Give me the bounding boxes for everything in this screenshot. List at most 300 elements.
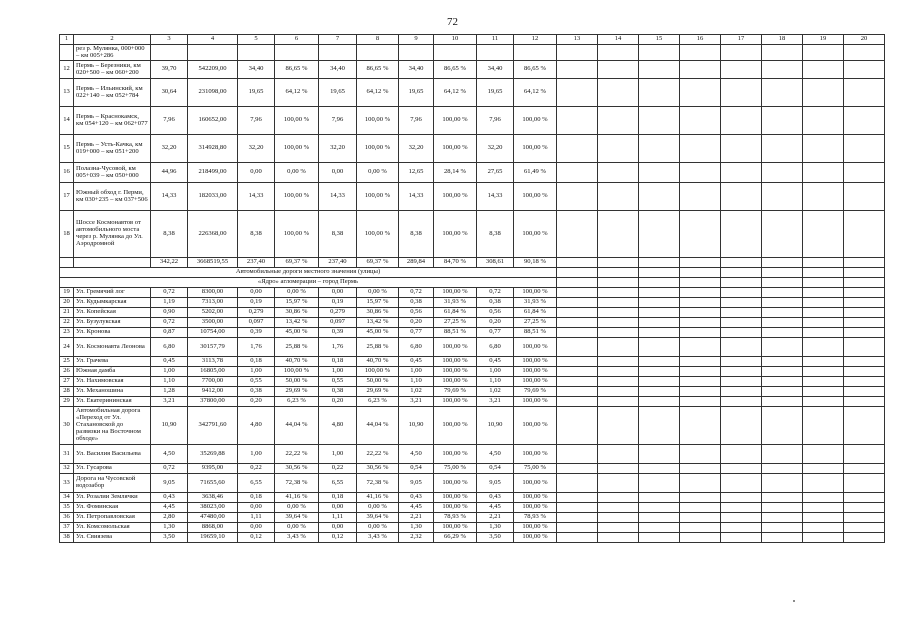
empty-cell xyxy=(844,513,885,523)
empty-cell xyxy=(639,288,680,298)
empty-cell xyxy=(844,533,885,543)
empty-cell xyxy=(639,357,680,367)
value-cell: 0,43 xyxy=(477,493,514,503)
subsection-row xyxy=(60,278,885,288)
empty-cell xyxy=(762,464,803,474)
value-cell: 31,93 % xyxy=(434,298,477,308)
table-row xyxy=(60,61,885,79)
empty-cell xyxy=(557,328,598,338)
total-value-cell: 237,40 xyxy=(319,258,357,268)
empty-cell xyxy=(721,328,762,338)
value-cell: 19659,10 xyxy=(188,533,238,543)
value-cell: 0,22 xyxy=(238,464,275,474)
value-cell: 35269,88 xyxy=(188,445,238,464)
empty-cell xyxy=(803,357,844,367)
row-number-cell: 30 xyxy=(60,407,74,445)
row-number-cell: 35 xyxy=(60,503,74,513)
empty-cell xyxy=(680,211,721,258)
empty-cell xyxy=(639,464,680,474)
total-value-cell: 342,22 xyxy=(151,258,188,268)
empty-cell xyxy=(844,367,885,377)
empty-cell xyxy=(680,328,721,338)
empty-cell xyxy=(598,503,639,513)
empty-cell xyxy=(803,445,844,464)
value-cell: 0,00 xyxy=(319,523,357,533)
value-cell: 34,40 xyxy=(319,61,357,79)
empty-cell xyxy=(762,387,803,397)
empty-cell xyxy=(844,278,885,288)
empty-cell xyxy=(721,445,762,464)
value-cell: 6,55 xyxy=(319,474,357,493)
road-name-cell: Пермь – Березники, км 020+500 – км 060+200 xyxy=(74,61,151,79)
value-cell: 0,097 xyxy=(319,318,357,328)
table-row xyxy=(60,45,885,61)
empty-cell xyxy=(557,503,598,513)
empty-cell xyxy=(762,268,803,278)
empty-cell xyxy=(639,328,680,338)
value-cell: 0,00 % xyxy=(275,163,319,183)
empty-cell xyxy=(844,288,885,298)
value-cell: 22,22 % xyxy=(275,445,319,464)
value-cell: 6,23 % xyxy=(357,397,399,407)
value-cell: 4,45 xyxy=(399,503,434,513)
value-cell: 25,88 % xyxy=(275,338,319,357)
value-cell: 3113,78 xyxy=(188,357,238,367)
value-cell: 0,19 xyxy=(238,298,275,308)
value-cell: 0,19 xyxy=(319,298,357,308)
empty-cell xyxy=(680,183,721,211)
value-cell: 6,80 xyxy=(399,338,434,357)
road-name-cell: Полазна-Чусовой, км 005+039 – км 050+000 xyxy=(74,163,151,183)
empty-cell xyxy=(721,387,762,397)
empty-cell xyxy=(762,445,803,464)
empty-cell xyxy=(844,464,885,474)
value-cell: 0,00 % xyxy=(275,288,319,298)
table-row xyxy=(60,308,885,318)
empty-cell xyxy=(639,298,680,308)
empty-cell xyxy=(762,183,803,211)
road-name-cell: Ул. Космонавта Леонова xyxy=(74,338,151,357)
table-row xyxy=(60,523,885,533)
value-cell: 3,50 xyxy=(477,533,514,543)
value-cell xyxy=(151,45,188,61)
row-number-cell: 37 xyxy=(60,523,74,533)
value-cell: 1,28 xyxy=(151,387,188,397)
empty-cell xyxy=(721,278,762,288)
road-name-cell: Южный обход г. Перми, км 030+235 – км 037+506 xyxy=(74,183,151,211)
empty-cell xyxy=(762,79,803,107)
table-row xyxy=(60,328,885,338)
empty-cell xyxy=(680,407,721,445)
empty-cell xyxy=(762,328,803,338)
road-name-cell: Пермь – Усть-Качка, км 019+000 – км 051+200 xyxy=(74,135,151,163)
empty-cell xyxy=(844,107,885,135)
value-cell: 0,38 xyxy=(399,298,434,308)
value-cell: 542209,00 xyxy=(188,61,238,79)
row-number-cell: 23 xyxy=(60,328,74,338)
value-cell: 30,64 xyxy=(151,79,188,107)
value-cell: 78,93 % xyxy=(434,513,477,523)
table-row xyxy=(60,464,885,474)
empty-cell xyxy=(598,183,639,211)
table-row xyxy=(60,163,885,183)
value-cell: 0,72 xyxy=(151,288,188,298)
road-data-table xyxy=(59,34,885,543)
value-cell: 27,25 % xyxy=(434,318,477,328)
empty-cell xyxy=(803,318,844,328)
empty-cell xyxy=(557,318,598,328)
empty-cell xyxy=(680,308,721,318)
scan-dot xyxy=(793,600,795,602)
value-cell: 64,12 % xyxy=(514,79,557,107)
empty-cell xyxy=(803,163,844,183)
empty-cell xyxy=(803,464,844,474)
empty-cell xyxy=(803,288,844,298)
header-cell: 16 xyxy=(680,35,721,45)
value-cell: 0,00 % xyxy=(357,288,399,298)
value-cell: 7313,00 xyxy=(188,298,238,308)
value-cell: 100,00 % xyxy=(434,407,477,445)
table-row xyxy=(60,513,885,523)
empty-cell xyxy=(557,533,598,543)
row-number-cell: 17 xyxy=(60,183,74,211)
row-number-cell: 13 xyxy=(60,79,74,107)
value-cell: 28,14 % xyxy=(434,163,477,183)
value-cell: 1,19 xyxy=(151,298,188,308)
header-cell: 20 xyxy=(844,35,885,45)
value-cell: 8300,00 xyxy=(188,288,238,298)
value-cell: 0,00 % xyxy=(357,523,399,533)
header-cell: 2 xyxy=(74,35,151,45)
empty-cell xyxy=(803,338,844,357)
empty-cell xyxy=(557,338,598,357)
value-cell: 50,00 % xyxy=(357,377,399,387)
empty-cell xyxy=(803,407,844,445)
empty-cell xyxy=(598,493,639,503)
empty-cell xyxy=(721,61,762,79)
value-cell: 100,00 % xyxy=(434,183,477,211)
value-cell: 3638,46 xyxy=(188,493,238,503)
value-cell: 0,00 xyxy=(238,163,275,183)
value-cell: 4,45 xyxy=(477,503,514,513)
empty-cell xyxy=(639,278,680,288)
value-cell: 0,18 xyxy=(238,357,275,367)
empty-cell xyxy=(557,407,598,445)
header-cell: 12 xyxy=(514,35,557,45)
empty-cell xyxy=(721,493,762,503)
empty-cell xyxy=(639,268,680,278)
empty-cell xyxy=(721,503,762,513)
empty-cell xyxy=(680,298,721,308)
value-cell: 100,00 % xyxy=(434,135,477,163)
header-cell: 9 xyxy=(399,35,434,45)
value-cell: 27,25 % xyxy=(514,318,557,328)
value-cell: 2,32 xyxy=(399,533,434,543)
empty-cell xyxy=(639,377,680,387)
road-name-cell: Ул. Розалии Землячки xyxy=(74,493,151,503)
value-cell: 0,00 % xyxy=(357,503,399,513)
empty-cell xyxy=(639,493,680,503)
empty-cell xyxy=(803,298,844,308)
value-cell: 7,96 xyxy=(151,107,188,135)
empty-cell xyxy=(680,107,721,135)
empty-cell xyxy=(639,45,680,61)
value-cell: 8,38 xyxy=(399,211,434,258)
empty-cell xyxy=(680,377,721,387)
value-cell: 7,96 xyxy=(477,107,514,135)
empty-cell xyxy=(680,258,721,268)
value-cell: 0,90 xyxy=(151,308,188,318)
page-number: 72 xyxy=(447,16,458,28)
value-cell: 30157,79 xyxy=(188,338,238,357)
value-cell: 32,20 xyxy=(238,135,275,163)
empty-cell xyxy=(803,387,844,397)
value-cell: 41,16 % xyxy=(275,493,319,503)
value-cell xyxy=(434,45,477,61)
value-cell xyxy=(357,45,399,61)
value-cell: 0,00 xyxy=(319,503,357,513)
table-body xyxy=(60,35,885,543)
empty-cell xyxy=(680,318,721,328)
empty-cell xyxy=(639,503,680,513)
value-cell: 1,11 xyxy=(319,513,357,523)
empty-cell xyxy=(639,258,680,268)
value-cell: 0,38 xyxy=(477,298,514,308)
empty-cell xyxy=(762,163,803,183)
value-cell: 182033,00 xyxy=(188,183,238,211)
value-cell: 100,00 % xyxy=(434,397,477,407)
empty-cell xyxy=(803,278,844,288)
section-row xyxy=(60,268,885,278)
empty-cell xyxy=(557,367,598,377)
value-cell: 31,93 % xyxy=(514,298,557,308)
empty-cell xyxy=(844,163,885,183)
value-cell xyxy=(238,45,275,61)
road-name-cell: Пермь – Краснокамск, км 054+120 – км 062+077 xyxy=(74,107,151,135)
empty-cell xyxy=(803,61,844,79)
table-row xyxy=(60,298,885,308)
value-cell: 0,22 xyxy=(319,464,357,474)
value-cell: 4,50 xyxy=(151,445,188,464)
row-number-cell: 32 xyxy=(60,464,74,474)
value-cell: 0,18 xyxy=(319,493,357,503)
value-cell: 100,00 % xyxy=(434,503,477,513)
road-name-cell: Дорога на Чусовской водозабор xyxy=(74,474,151,493)
empty-cell xyxy=(639,533,680,543)
total-value-cell: 289,84 xyxy=(399,258,434,268)
value-cell xyxy=(275,45,319,61)
row-number-cell: 24 xyxy=(60,338,74,357)
value-cell: 0,55 xyxy=(238,377,275,387)
value-cell: 64,12 % xyxy=(275,79,319,107)
empty-cell xyxy=(844,308,885,318)
empty-cell xyxy=(762,298,803,308)
empty-cell xyxy=(762,135,803,163)
value-cell: 314928,80 xyxy=(188,135,238,163)
value-cell: 34,40 xyxy=(399,61,434,79)
empty-cell xyxy=(844,61,885,79)
row-number-cell: 26 xyxy=(60,367,74,377)
row-number-cell: 34 xyxy=(60,493,74,503)
total-value-cell: 84,70 % xyxy=(434,258,477,268)
empty-cell xyxy=(598,328,639,338)
table-row xyxy=(60,135,885,163)
table-row xyxy=(60,107,885,135)
empty-cell xyxy=(639,513,680,523)
header-cell: 7 xyxy=(319,35,357,45)
value-cell: 4,50 xyxy=(399,445,434,464)
table-row xyxy=(60,407,885,445)
road-name-cell: Ул. Грачева xyxy=(74,357,151,367)
value-cell: 0,12 xyxy=(319,533,357,543)
value-cell: 1,10 xyxy=(399,377,434,387)
value-cell: 218499,00 xyxy=(188,163,238,183)
empty-cell xyxy=(639,308,680,318)
empty-cell xyxy=(598,308,639,318)
header-row xyxy=(60,35,885,45)
empty-cell xyxy=(803,513,844,523)
road-name-cell: Ул. Фоминская xyxy=(74,503,151,513)
value-cell: 40,70 % xyxy=(357,357,399,367)
value-cell: 100,00 % xyxy=(434,474,477,493)
value-cell: 0,45 xyxy=(151,357,188,367)
value-cell: 0,56 xyxy=(477,308,514,318)
value-cell: 100,00 % xyxy=(514,288,557,298)
empty-cell xyxy=(598,357,639,367)
value-cell: 100,00 % xyxy=(514,367,557,377)
value-cell: 78,93 % xyxy=(514,513,557,523)
value-cell: 34,40 xyxy=(477,61,514,79)
empty-cell xyxy=(639,445,680,464)
value-cell: 40,70 % xyxy=(275,357,319,367)
empty-cell xyxy=(803,183,844,211)
value-cell: 29,69 % xyxy=(357,387,399,397)
empty-cell xyxy=(557,523,598,533)
empty-cell xyxy=(557,474,598,493)
value-cell: 1,30 xyxy=(399,523,434,533)
section-title: Автомобильные дороги местного значения (улицы) xyxy=(60,268,557,278)
value-cell: 25,88 % xyxy=(357,338,399,357)
value-cell: 14,33 xyxy=(399,183,434,211)
value-cell: 100,00 % xyxy=(434,377,477,387)
value-cell: 16805,00 xyxy=(188,367,238,377)
empty-cell xyxy=(639,107,680,135)
empty-cell xyxy=(680,163,721,183)
value-cell: 1,76 xyxy=(238,338,275,357)
header-cell: 1 xyxy=(60,35,74,45)
value-cell: 37800,00 xyxy=(188,397,238,407)
value-cell: 100,00 % xyxy=(275,183,319,211)
value-cell: 45,00 % xyxy=(357,328,399,338)
value-cell xyxy=(319,45,357,61)
value-cell: 1,00 xyxy=(151,367,188,377)
subsection-title: «Ядро» агломерации – город Пермь xyxy=(60,278,557,288)
row-number-cell: 14 xyxy=(60,107,74,135)
empty-cell xyxy=(844,387,885,397)
value-cell: 6,55 xyxy=(238,474,275,493)
value-cell: 100,00 % xyxy=(514,407,557,445)
row-number-cell: 12 xyxy=(60,61,74,79)
value-cell: 79,69 % xyxy=(514,387,557,397)
empty-cell xyxy=(639,387,680,397)
value-cell: 6,23 % xyxy=(275,397,319,407)
header-cell: 14 xyxy=(598,35,639,45)
total-value-cell: 69,37 % xyxy=(357,258,399,268)
value-cell: 4,80 xyxy=(238,407,275,445)
value-cell: 15,97 % xyxy=(275,298,319,308)
empty-cell xyxy=(598,278,639,288)
row-number-cell xyxy=(60,45,74,61)
header-cell: 10 xyxy=(434,35,477,45)
empty-cell xyxy=(598,268,639,278)
value-cell: 4,50 xyxy=(477,445,514,464)
value-cell: 6,80 xyxy=(151,338,188,357)
value-cell: 4,80 xyxy=(319,407,357,445)
value-cell: 9,05 xyxy=(477,474,514,493)
empty-cell xyxy=(680,357,721,367)
value-cell: 13,42 % xyxy=(275,318,319,328)
empty-cell xyxy=(721,357,762,367)
value-cell: 1,02 xyxy=(399,387,434,397)
value-cell: 8,38 xyxy=(151,211,188,258)
value-cell: 61,84 % xyxy=(434,308,477,318)
value-cell: 12,65 xyxy=(399,163,434,183)
empty-cell xyxy=(557,278,598,288)
empty-cell xyxy=(598,397,639,407)
value-cell: 27,65 xyxy=(477,163,514,183)
value-cell: 100,00 % xyxy=(357,135,399,163)
value-cell: 226368,00 xyxy=(188,211,238,258)
value-cell: 6,80 xyxy=(477,338,514,357)
value-cell: 14,33 xyxy=(477,183,514,211)
road-name-cell: Ул. Петропавловская xyxy=(74,513,151,523)
value-cell: 44,04 % xyxy=(275,407,319,445)
empty-cell xyxy=(721,377,762,387)
value-cell: 100,00 % xyxy=(357,183,399,211)
value-cell: 0,00 xyxy=(319,163,357,183)
empty-cell xyxy=(639,407,680,445)
value-cell: 100,00 % xyxy=(514,135,557,163)
empty-cell xyxy=(680,278,721,288)
empty-cell xyxy=(680,45,721,61)
value-cell: 41,16 % xyxy=(357,493,399,503)
empty-cell xyxy=(762,367,803,377)
empty-cell xyxy=(680,513,721,523)
value-cell: 71655,60 xyxy=(188,474,238,493)
value-cell: 10754,00 xyxy=(188,328,238,338)
table-row xyxy=(60,183,885,211)
row-number-cell: 29 xyxy=(60,397,74,407)
value-cell: 100,00 % xyxy=(434,445,477,464)
empty-cell xyxy=(557,377,598,387)
empty-cell xyxy=(721,397,762,407)
value-cell: 100,00 % xyxy=(514,211,557,258)
table-row xyxy=(60,338,885,357)
value-cell: 61,49 % xyxy=(514,163,557,183)
value-cell: 1,30 xyxy=(151,523,188,533)
value-cell: 32,20 xyxy=(151,135,188,163)
table-row xyxy=(60,533,885,543)
total-value-cell: 3668519,55 xyxy=(188,258,238,268)
empty-cell xyxy=(721,474,762,493)
value-cell: 0,18 xyxy=(319,357,357,367)
value-cell: 100,00 % xyxy=(514,503,557,513)
empty-cell xyxy=(844,523,885,533)
empty-cell xyxy=(680,397,721,407)
row-number-cell: 31 xyxy=(60,445,74,464)
empty-cell xyxy=(762,278,803,288)
value-cell: 30,86 % xyxy=(357,308,399,318)
